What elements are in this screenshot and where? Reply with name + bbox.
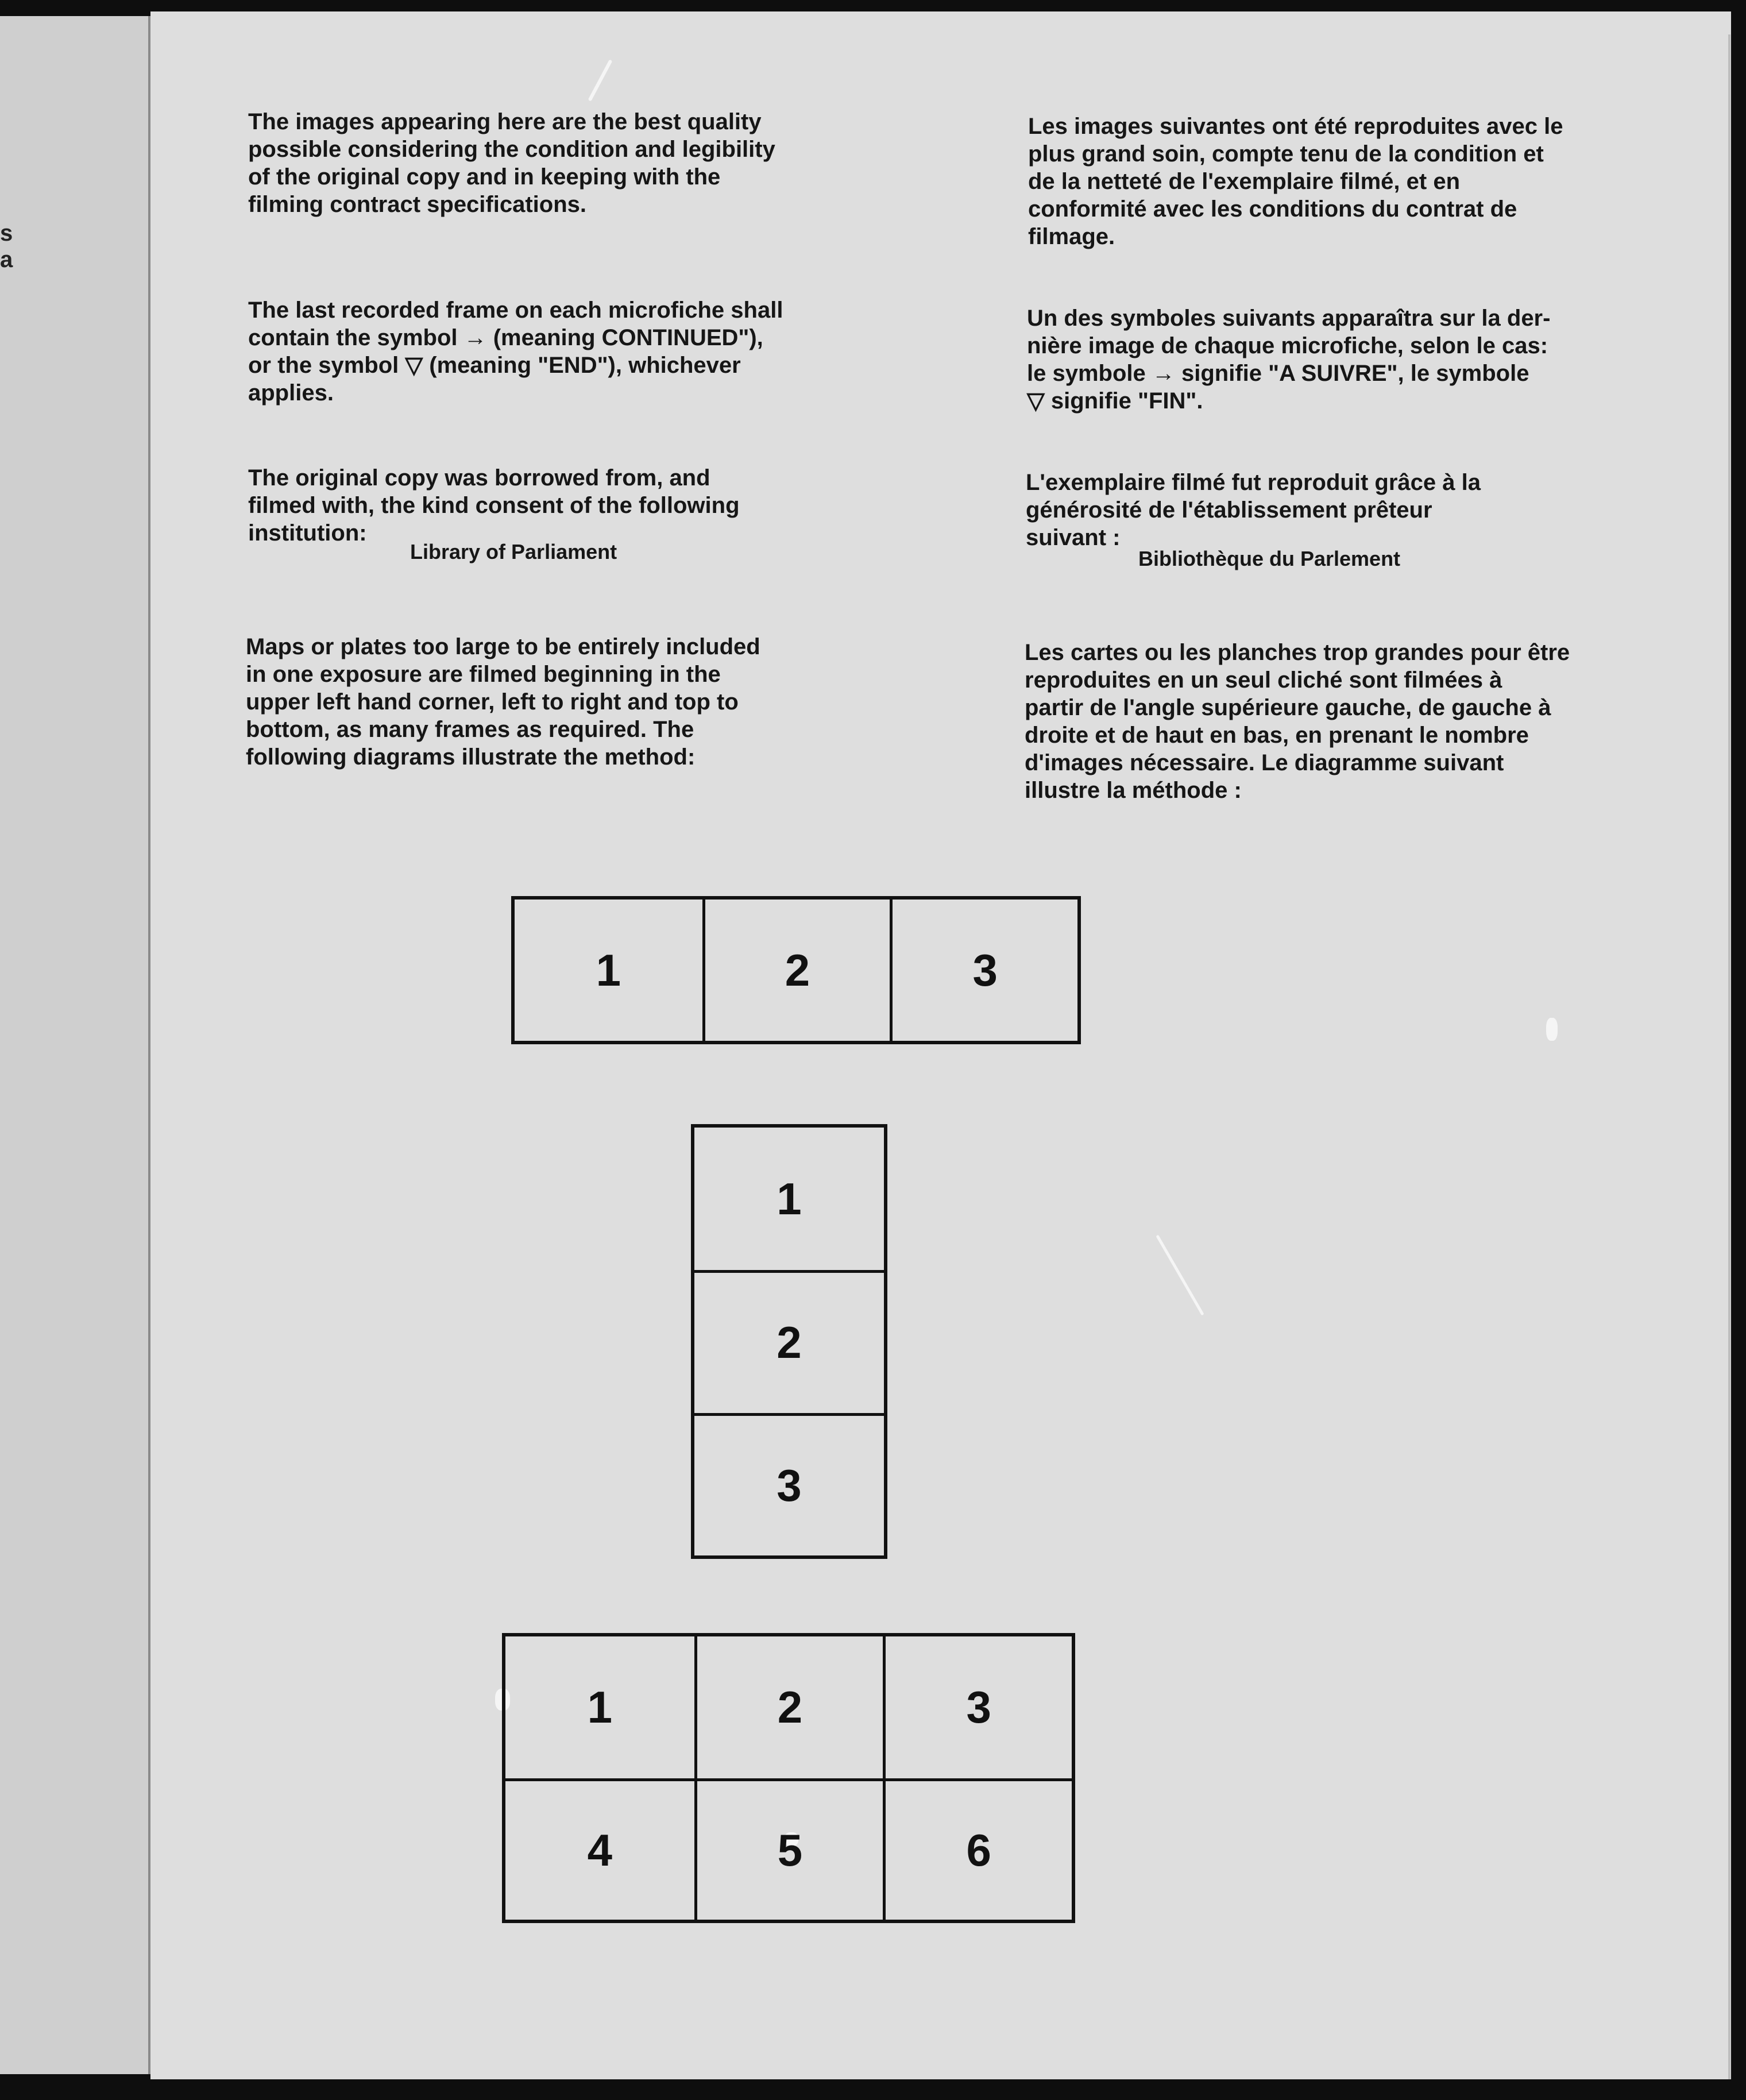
margin-fragment-2: a (0, 247, 13, 272)
film-scratch (588, 59, 613, 101)
frame-cell: 2 (694, 1270, 884, 1412)
frame-cell: 3 (883, 1636, 1072, 1778)
film-scratch (1156, 1234, 1204, 1315)
frame-cell: 1 (777, 1173, 802, 1224)
margin-fragment-1: s (0, 221, 13, 246)
diagram-horizontal-three (511, 896, 1081, 1044)
frame-cell: 2 (694, 1636, 883, 1778)
english-symbol-note: The last recorded frame on each microfiche shall contain the symbol → (meaning CONTINUED"), or the symbol ▽ (meaning "END"), whichever applies. (248, 298, 783, 406)
frame-cell: 3 (694, 1413, 884, 1555)
film-speck (1546, 1018, 1558, 1041)
frame-cell: 3 (890, 900, 1077, 1041)
english-institution: Library of Parliament (410, 540, 617, 563)
english-maps-note: Maps or plates too large to be entirely included in one exposure are filmed beginning in the upper left hand corner, left to right and top to bottom, as many frames as required. The following diagrams illustrate the method: (246, 634, 760, 770)
diagram-grid-six (502, 1633, 1075, 1923)
french-maps-note: Les cartes ou les planches trop grandes pour être reproduites en un seul cliché sont filmées à partir de l'angle supérieure gauche, de gauche à droite et de haut en bas, en prenant le nombre d'images nécessaire. Le diagramme suivant illustre la méthode : (1025, 640, 1570, 803)
french-consent-note: L'exemplaire filmé fut reproduit grâce à la générosité de l'établissement prêteur suivant : (1026, 470, 1481, 550)
frame-cell: 6 (883, 1778, 1072, 1920)
frame-cell: 4 (505, 1778, 694, 1920)
french-quality-note: Les images suivantes ont été reproduites avec le plus grand soin, compte tenu de la condition et de la netteté de l'exemplaire filmé, et en conformité avec les conditions du contrat de filmage. (1028, 114, 1563, 249)
sheet-edge (1728, 34, 1730, 2079)
frame-cell: 2 (702, 900, 890, 1041)
english-quality-note: The images appearing here are the best quality possible considering the condition and legibility of the original copy and in keeping with the filming contract specifications. (248, 109, 775, 217)
french-symbol-note: Un des symboles suivants apparaîtra sur la der- nière image de chaque microfiche, selon le cas: le symbole → signifie "A SUIVRE", le symbole ▽ signifie "FIN". (1027, 306, 1551, 414)
french-institution: Bibliothèque du Parlement (1138, 547, 1401, 570)
frame-cell: 1 (596, 944, 621, 995)
diagram-vertical-three (691, 1124, 887, 1559)
frame-cell: 5 (694, 1778, 883, 1920)
english-consent-note: The original copy was borrowed from, and filmed with, the kind consent of the following institution: (248, 465, 740, 546)
frame-cell: 1 (587, 1681, 613, 1732)
previous-page-strip (0, 16, 152, 2074)
